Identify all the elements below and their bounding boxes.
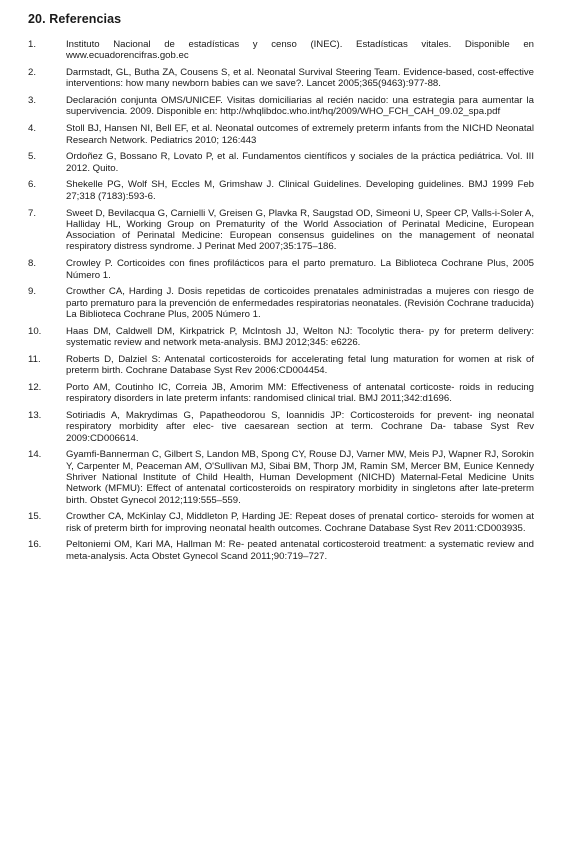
reference-item [28, 511, 534, 534]
reference-item [28, 449, 534, 505]
reference-text: Peltoniemi OM, Kari MA, Hallman M: Re- peated antenatal corticosteroid treatment: a systematic review and meta-analysis. Acta Obstet Gynecol Scand 2011;90:719–727. [66, 539, 534, 562]
reference-item [28, 258, 534, 281]
reference-item [28, 67, 534, 90]
reference-number: 14. [28, 449, 42, 461]
reference-number: 2. [28, 67, 37, 79]
reference-number: 5. [28, 151, 37, 163]
reference-list [28, 39, 534, 562]
reference-item [28, 179, 534, 202]
reference-text: Instituto Nacional de estadísticas y censo (INEC). Estadísticas vitales. Disponible en www.ecuadorencifras.gob.ec [66, 39, 534, 62]
reference-text: Declaración conjunta OMS/UNICEF. Visitas domiciliarias al recién nacido: una estrategia para aumentar la supervivencia. 2009. Disponible en: http://whqlibdoc.who.int/hq/2009/WHO_FCH_CAH_09.02_spa.pdf [66, 95, 534, 118]
reference-text: Gyamfi-Bannerman C, Gilbert S, Landon MB, Spong CY, Rouse DJ, Varner MW, Meis PJ, Wapner RJ, Sorokin Y, Carpenter M, Peaceman AM, O'Sullivan MJ, Sibai BM, Thorp JM, Ramin SM, Mercer BM, Eunice Kennedy Shriver National Institute of Child Health, Human Development (NICHD) Maternal-Fetal Medicine Units Network (MFMU): Effect of antenatal corticosteroids on respiratory morbidity in singletons after late-preterm birth. Obstet Gynecol 2012;119:555–559. [66, 449, 534, 506]
reference-item [28, 382, 534, 405]
reference-text: Haas DM, Caldwell DM, Kirkpatrick P, McIntosh JJ, Welton NJ: Tocolytic thera- py for preterm delivery: systematic review and network meta-analysis. BMJ 2012;345: e6226. [66, 325, 534, 349]
reference-text: Ordoñez G, Bossano R, Lovato P, et al. Fundamentos científicos y sociales de la práctica pediátrica. Vol. III 2012. Quito. [66, 151, 534, 174]
reference-number: 13. [28, 410, 42, 422]
reference-number: 12. [28, 381, 42, 393]
reference-text: Crowther CA, Harding J. Dosis repetidas de corticoides prenatales administradas a mujeres con riesgo de parto prematuro para la prevención de enfermedades respiratorias neonatales. (Revisión Cochrane traducida) La Biblioteca Cochrane Plus, 2005 Número 1. [66, 286, 534, 320]
reference-text: Crowther CA, McKinlay CJ, Middleton P, Harding JE: Repeat doses of prenatal cortico- steroids for women at risk of preterm birth for improving neonatal health outcomes. Cochrane Database Syst Rev 2011:CD003935. [66, 511, 534, 534]
reference-text: Sweet D, Bevilacqua G, Carnielli V, Greisen G, Plavka R, Saugstad OD, Simeoni U, Speer CP, Valls-i-Soler A, Halliday HL, Working Group on Prematurity of the World Association of Perinatal Medicine, European Association of Perinatal Medicine: European consensus guidelines on the management of neonatal respiratory distress syndrome. J Perinat Med 2007;35:175–186. [66, 207, 534, 253]
reference-item [28, 326, 534, 349]
reference-number: 6. [28, 179, 37, 191]
reference-item [28, 208, 534, 253]
reference-text: Darmstadt, GL, Butha ZA, Cousens S, et al. Neonatal Survival Steering Team. Evidence-based, cost-effective interventions: how many newborn babies can we save?. Lancet 2005;365(9463):977-88. [66, 67, 534, 90]
reference-item [28, 539, 534, 562]
reference-item [28, 286, 534, 320]
reference-number: 11. [28, 353, 41, 365]
reference-number: 1. [28, 39, 37, 50]
reference-number: 9. [28, 286, 37, 298]
reference-text: Sotiriadis A, Makrydimas G, Papatheodorou S, Ioannidis JP: Corticosteroids for prevent- ing neonatal respiratory morbidity after elec- tive caesarean section at term. Cochrane Da- tabase Syst Rev 2009:CD006614. [66, 410, 534, 444]
reference-text: Stoll BJ, Hansen NI, Bell EF, et al. Neonatal outcomes of extremely preterm infants from the NICHD Neonatal Research Network. Pediatrics 2010; 126:443 [66, 123, 534, 146]
reference-item [28, 354, 534, 377]
reference-item [28, 95, 534, 118]
reference-number: 15. [28, 511, 42, 523]
reference-text: Shekelle PG, Wolf SH, Eccles M, Grimshaw J. Clinical Guidelines. Developing guidelines. BMJ 1999 Feb 27;318 (7183):593-6. [66, 179, 534, 202]
reference-item [28, 410, 534, 444]
reference-number: 4. [28, 123, 37, 135]
reference-item [28, 151, 534, 174]
reference-text: Roberts D, Dalziel S: Antenatal corticosteroids for accelerating fetal lung maturation for women at risk of preterm birth. Cochrane Database Syst Rev 2006:CD004454. [66, 353, 534, 377]
reference-text: Porto AM, Coutinho IC, Correia JB, Amorim MM: Effectiveness of antenatal corticoste- roids in reducing respiratory disorders in late preterm infants: randomised clinical trial. BMJ 2011;342:d1696. [66, 381, 534, 405]
reference-number: 8. [28, 258, 37, 270]
section-title: 20. Referencias [28, 12, 122, 26]
reference-number: 10. [28, 325, 42, 337]
reference-number: 7. [28, 207, 37, 219]
reference-item [28, 39, 534, 62]
reference-number: 3. [28, 95, 37, 107]
reference-text: Crowley P. Corticoides con fines profilácticos para el parto prematuro. La Biblioteca Cochrane Plus, 2005 Número 1. [66, 258, 534, 281]
reference-number: 16. [28, 539, 42, 551]
reference-item [28, 123, 534, 146]
